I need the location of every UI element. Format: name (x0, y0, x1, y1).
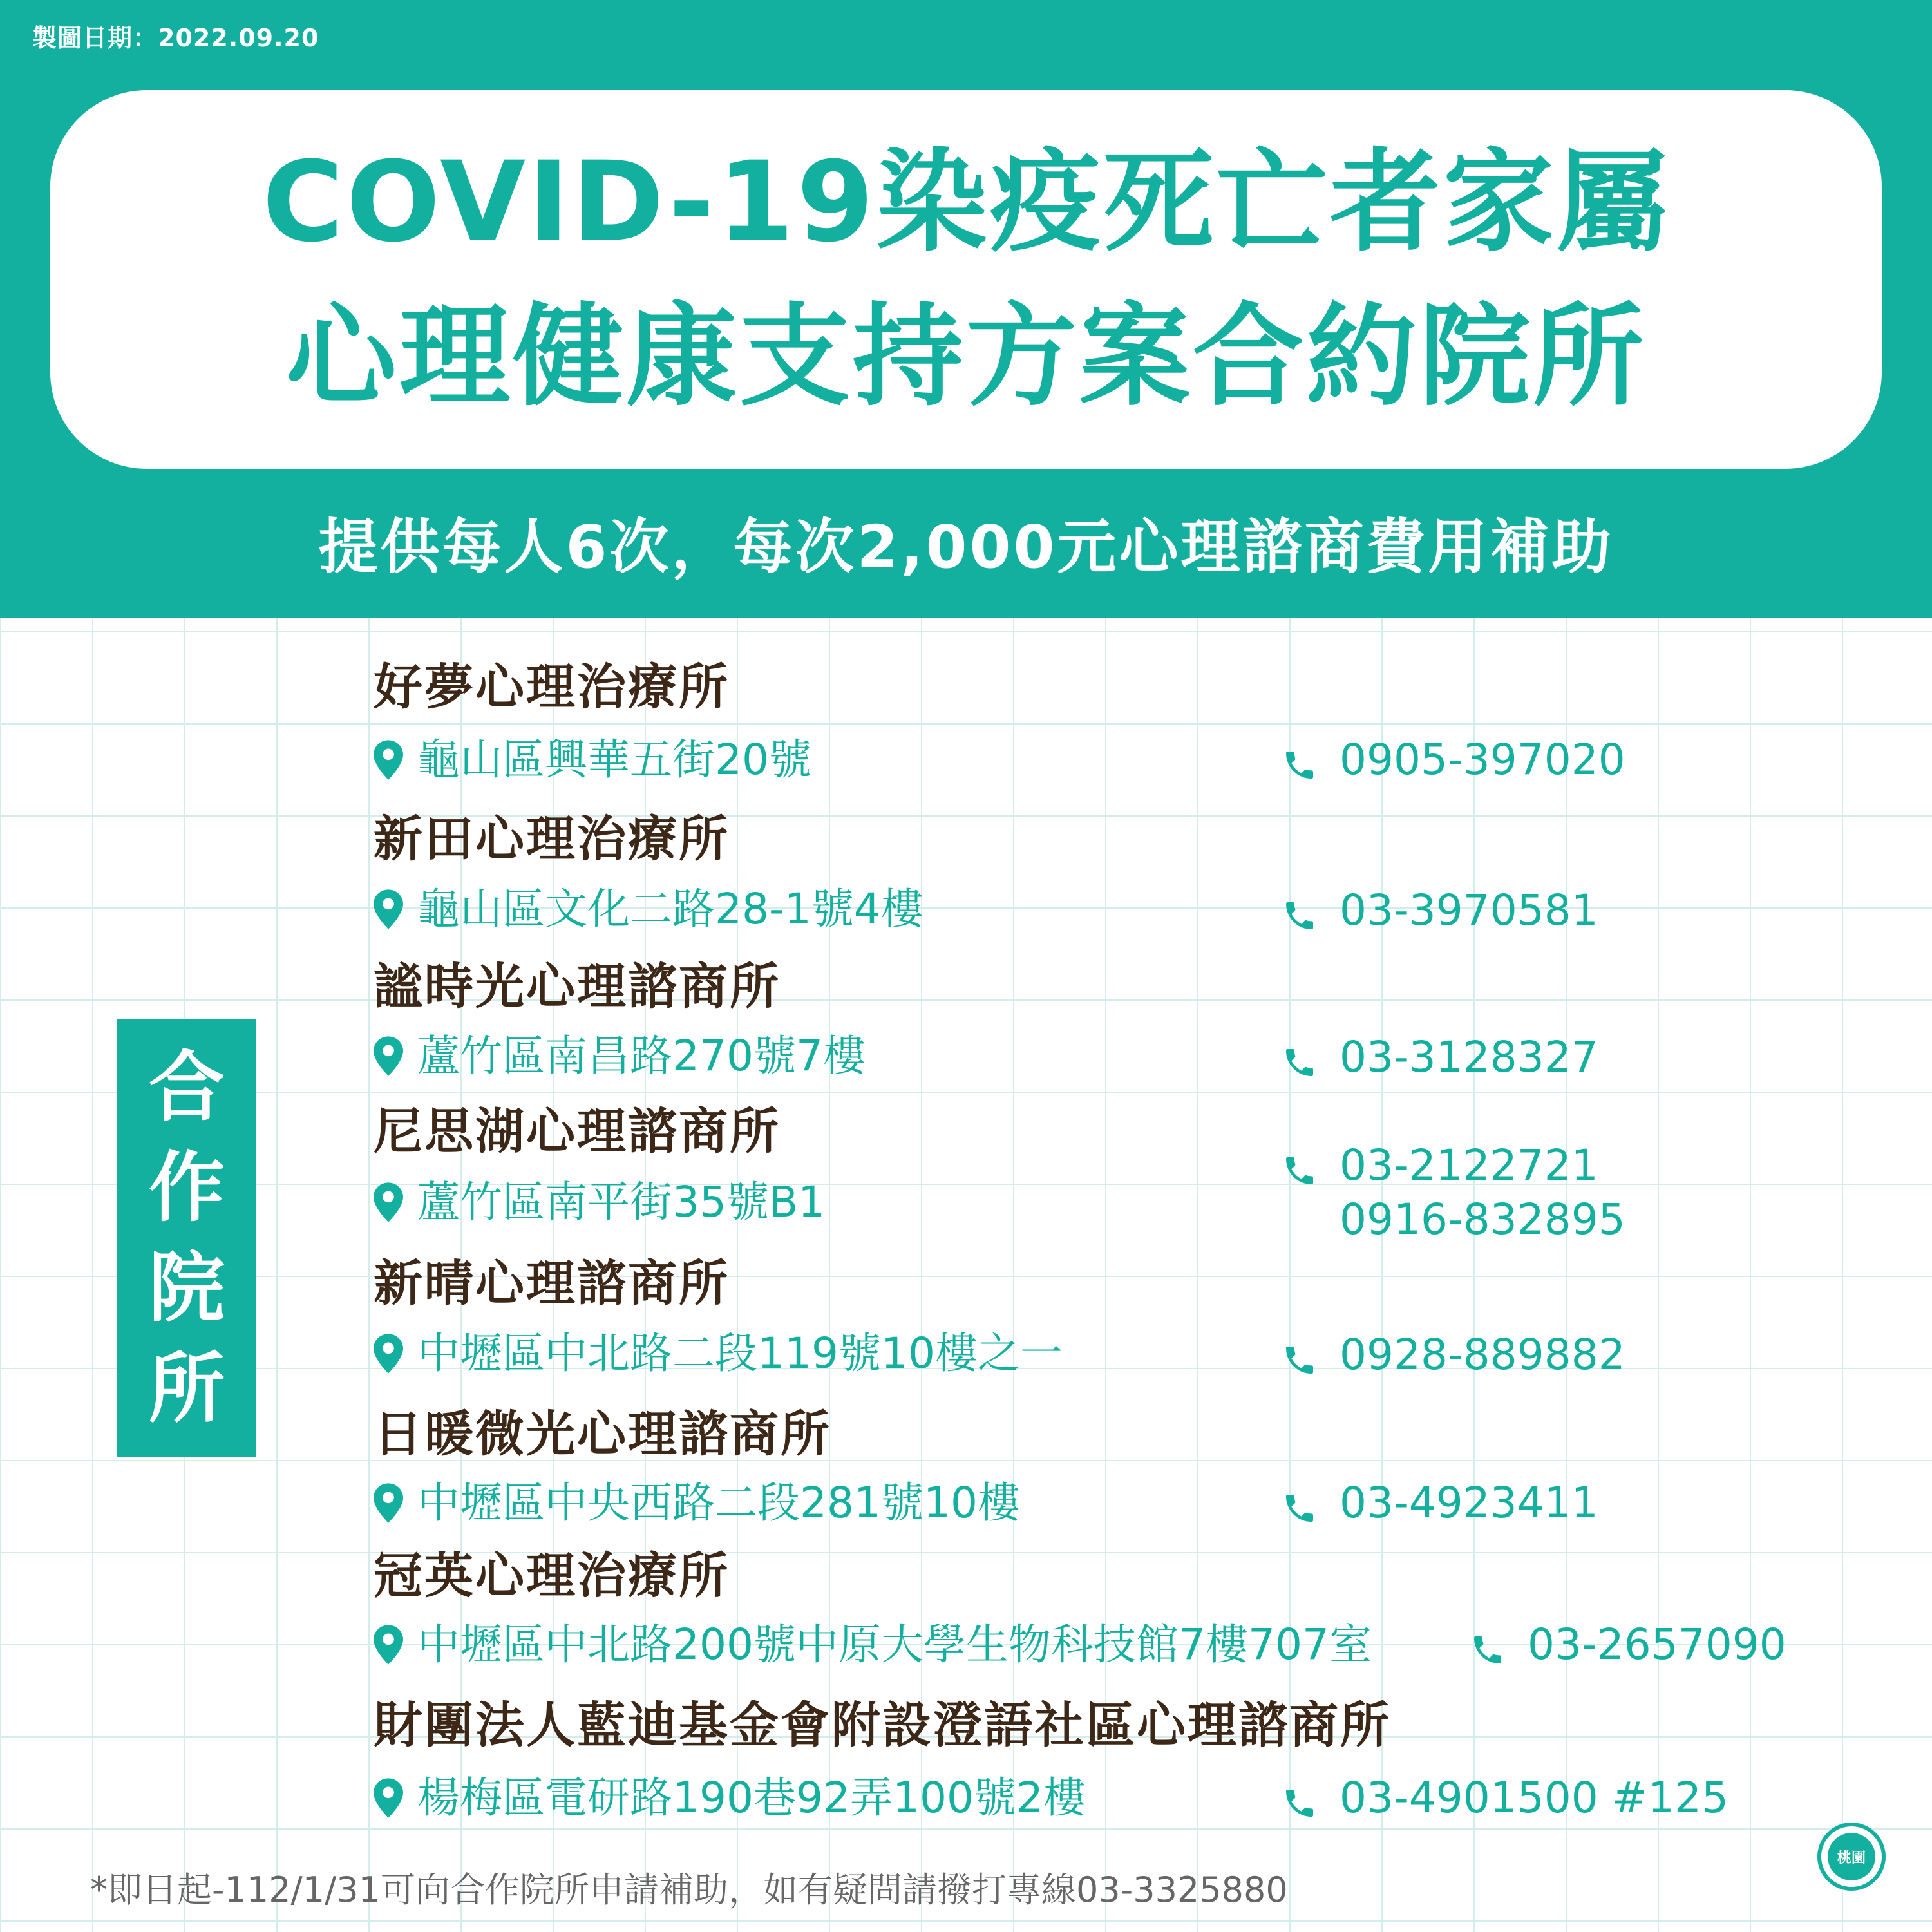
phone-icon (1282, 1780, 1318, 1816)
clinic-address: 蘆竹區南平街35號B1 (417, 1177, 826, 1227)
clinic-phone-number: 03-3970581 (1340, 886, 1598, 935)
phone-icon (1470, 1627, 1506, 1663)
clinic-address: 中壢區中北路二段119號10樓之一 (417, 1329, 1063, 1378)
side-label-char: 所 (148, 1344, 225, 1433)
clinic-name: 新晴心理諮商所 (374, 1255, 730, 1312)
clinic-address: 楊梅區電研路190巷92弄100號2樓 (417, 1773, 1086, 1823)
clinic-phone-row (1282, 1030, 1598, 1084)
side-label-char: 院 (148, 1244, 225, 1332)
clinic-name: 財團法人藍迪基金會附設澄語社區心理諮商所 (374, 1696, 1391, 1754)
clinic-phone-row (1282, 1476, 1598, 1530)
title-card (50, 90, 1882, 469)
clinic-phone-list (1340, 1030, 1598, 1084)
clinic-address-row (374, 734, 811, 786)
clinic-address: 中壢區中央西路二段281號10樓 (417, 1478, 1020, 1528)
clinic-phone-row (1282, 733, 1625, 787)
title-line-1: COVID-19染疫死亡者家屬 (262, 137, 1670, 267)
clinic-phone-list (1340, 1476, 1598, 1530)
clinic-address: 龜山區興華五街20號 (417, 735, 811, 784)
logo-mark (1828, 1833, 1875, 1880)
phone-icon (1282, 742, 1318, 778)
clinic-name: 尼思湖心理諮商所 (374, 1103, 781, 1160)
clinic-address-row (374, 1030, 866, 1082)
phone-icon (1282, 893, 1318, 929)
clinic-phone-number: 03-4901500 #125 (1340, 1773, 1728, 1823)
clinic-phone-number: 0916-832895 (1340, 1195, 1625, 1244)
title-line-2: 心理健康支持方案合約院所 (286, 292, 1646, 421)
clinic-address-row (374, 1477, 1020, 1529)
clinic-phone-number: 03-3128327 (1340, 1032, 1598, 1082)
clinic-name: 好夢心理治療所 (374, 658, 730, 715)
clinic-address-row (374, 884, 923, 935)
date-label: 製圖日期：2022.09.20 (32, 24, 319, 52)
clinic-phone-list (1340, 884, 1598, 938)
clinic-phone-row (1470, 1618, 1786, 1672)
clinic-name: 新田心理治療所 (374, 810, 730, 867)
map-pin-icon (374, 1483, 403, 1523)
side-label-char: 合 (148, 1043, 225, 1132)
clinic-phone-row (1282, 884, 1598, 938)
logo-text: 桃園 (1837, 1850, 1866, 1866)
clinic-phone-list (1340, 1771, 1728, 1825)
clinic-address: 中壢區中北路200號中原大學生物科技館7樓707室 (417, 1620, 1372, 1669)
clinic-phone-row (1282, 1771, 1728, 1825)
partner-clinics-label (117, 1019, 256, 1457)
clinic-phone-number: 0928-889882 (1340, 1330, 1625, 1379)
phone-icon (1282, 1039, 1318, 1075)
clinic-address-row (374, 1772, 1086, 1824)
phone-icon (1282, 1485, 1318, 1521)
clinic-phone-number: 03-2122721 (1340, 1141, 1598, 1190)
map-pin-icon (374, 1778, 403, 1818)
clinic-phone-number: 03-4923411 (1340, 1478, 1598, 1528)
clinic-address: 蘆竹區南昌路270號7樓 (417, 1031, 866, 1081)
map-pin-icon (374, 1334, 403, 1374)
side-label-char: 作 (148, 1143, 225, 1232)
map-pin-icon (374, 1625, 403, 1665)
clinic-phone-number: 03-2657090 (1528, 1620, 1786, 1669)
clinic-address-row (374, 1177, 825, 1228)
header-banner (0, 0, 1932, 618)
clinic-phone-list (1340, 1139, 1625, 1247)
subsidy-subtitle: 提供每人6次，每次2,000元心理諮商費用補助 (318, 513, 1614, 582)
clinic-name: 冠英心理治療所 (374, 1547, 730, 1604)
clinic-phone-row (1282, 1139, 1625, 1247)
phone-icon (1282, 1148, 1318, 1184)
clinic-name: 日暖微光心理諮商所 (374, 1405, 831, 1463)
clinic-address-row (374, 1328, 1063, 1379)
map-pin-icon (374, 889, 403, 929)
clinic-phone-number: 0905-397020 (1340, 735, 1625, 784)
clinic-name: 謐時光心理諮商所 (374, 958, 781, 1015)
clinic-phone-row (1282, 1328, 1625, 1382)
clinic-address-row (374, 1619, 1372, 1671)
clinic-phone-list (1340, 733, 1625, 787)
clinic-phone-list (1528, 1618, 1786, 1672)
clinic-address: 龜山區文化二路28-1號4樓 (417, 884, 923, 934)
map-pin-icon (374, 1036, 403, 1076)
map-pin-icon (374, 740, 403, 780)
phone-icon (1282, 1337, 1318, 1373)
clinic-phone-list (1340, 1328, 1625, 1382)
footnote: *即日起-112/1/31可向合作院所申請補助，如有疑問請撥打專線03-3325880 (90, 1870, 1288, 1910)
map-pin-icon (374, 1182, 403, 1222)
taoyuan-logo (1817, 1823, 1886, 1891)
